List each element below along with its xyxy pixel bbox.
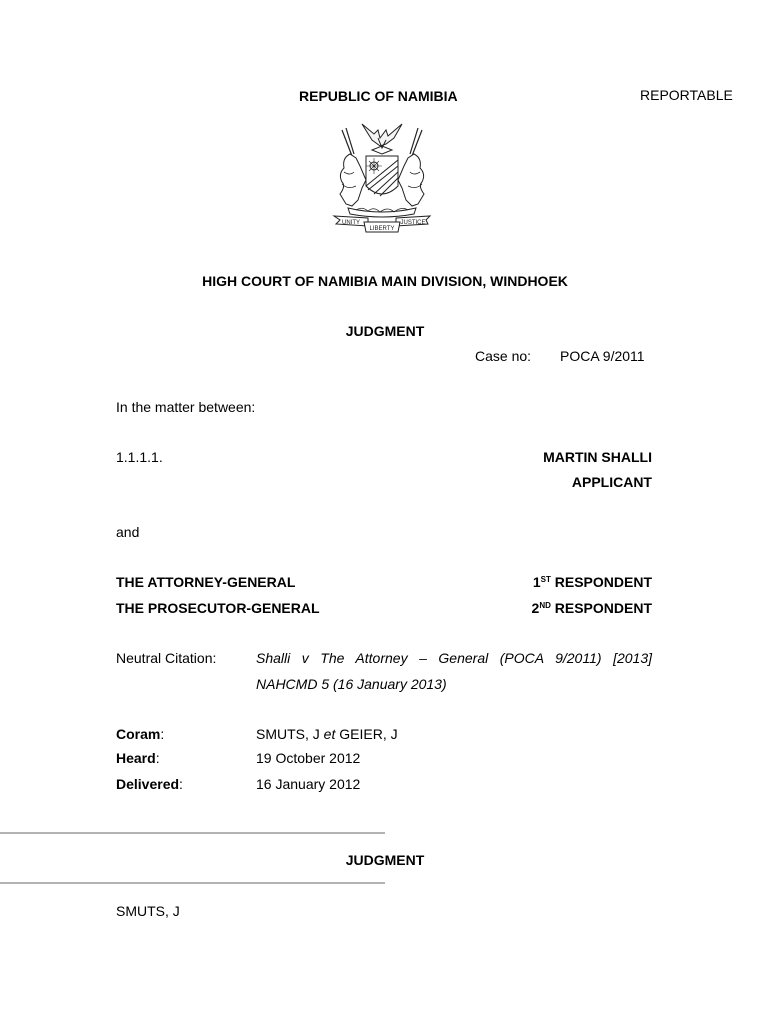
applicant-name: MARTIN SHALLI <box>543 449 652 465</box>
motto-right-text: JUSTICE <box>400 220 426 226</box>
neutral-citation-label: Neutral Citation: <box>116 650 217 666</box>
heard-value: 19 October 2012 <box>256 750 361 766</box>
divider-top <box>0 832 385 834</box>
case-number-label: Case no: <box>475 348 532 364</box>
divider-bottom <box>0 882 385 884</box>
applicant-role: APPLICANT <box>571 474 652 490</box>
republic-heading: REPUBLIC OF NAMIBIA <box>299 88 458 104</box>
heard-label: Heard: <box>116 750 160 766</box>
neutral-citation-line-1: Shalli v The Attorney – General (POCA 9/2011) [2013] <box>256 650 652 666</box>
and-text: and <box>116 524 140 540</box>
court-name: HIGH COURT OF NAMIBIA MAIN DIVISION, WINDHOEK <box>202 273 568 289</box>
coram-value: SMUTS, J et GEIER, J <box>256 726 398 742</box>
judgment-heading: JUDGMENT <box>345 852 425 868</box>
applicant-number: 1.1.1.1. <box>116 449 163 465</box>
coat-of-arms-emblem <box>322 116 442 234</box>
delivered-label: Delivered: <box>116 776 183 792</box>
respondent-1-role: 1ST RESPONDENT <box>532 574 652 590</box>
coram-label: Coram: <box>116 726 165 742</box>
judgment-author: SMUTS, J <box>116 903 180 919</box>
judgment-title: JUDGMENT <box>345 323 425 339</box>
neutral-citation-line-2: NAHCMD 5 (16 January 2013) <box>256 676 447 692</box>
delivered-value: 16 January 2012 <box>256 776 361 792</box>
respondent-2-role: 2ND RESPONDENT <box>531 600 652 616</box>
neutral-citation-value <box>256 645 652 697</box>
respondent-1-name: THE ATTORNEY-GENERAL <box>116 574 296 590</box>
matter-between: In the matter between: <box>116 399 256 415</box>
motto-center-text: LIBERTY <box>369 226 395 232</box>
motto-left-text: UNITY <box>342 220 360 226</box>
respondent-2-name: THE PROSECUTOR-GENERAL <box>116 600 320 616</box>
reportable-label: REPORTABLE <box>640 87 733 103</box>
case-number-value: POCA 9/2011 <box>560 348 645 364</box>
